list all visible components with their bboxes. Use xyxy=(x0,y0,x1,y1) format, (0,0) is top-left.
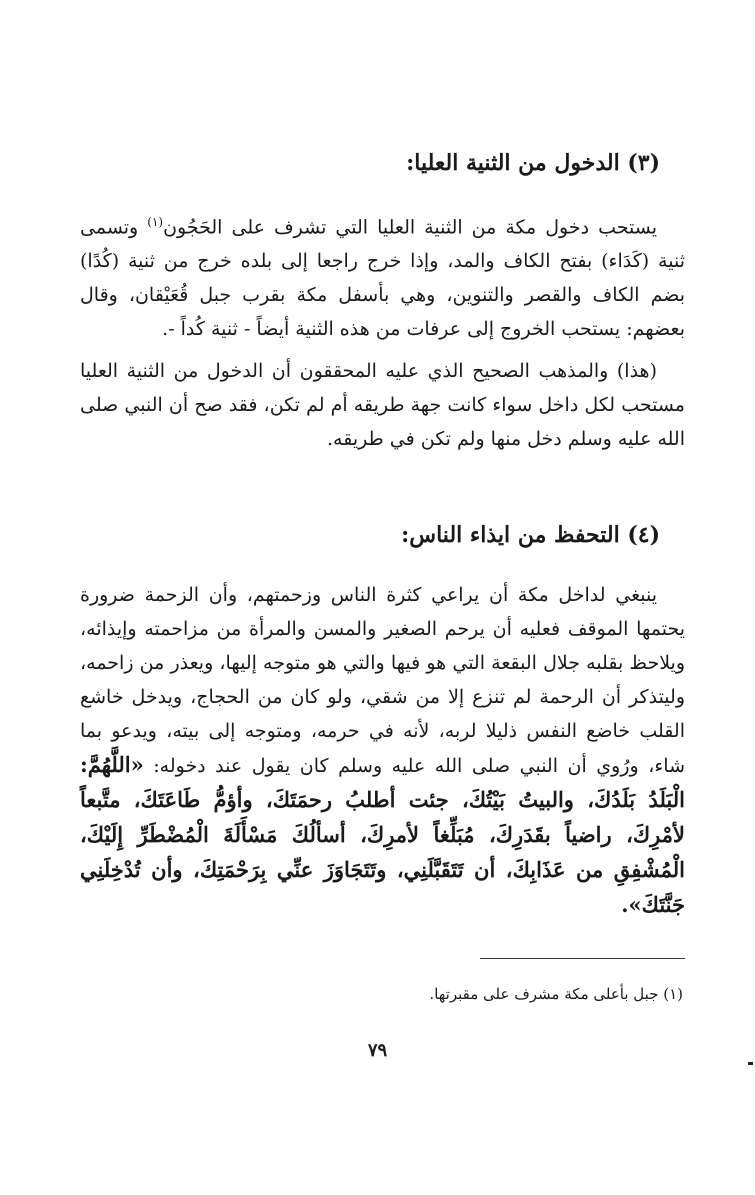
section-3-paragraph-1 xyxy=(80,205,685,346)
section-4-paragraph-1 xyxy=(80,578,685,923)
section-4-body xyxy=(80,578,685,923)
section-3-heading: (٣) الدخول من الثنية العليا: xyxy=(406,150,660,176)
section-3-body xyxy=(80,205,685,456)
paragraph-text: ينبغي لداخل مكة أن يراعي كثرة الناس وزحمتهم، وأن الزحمة ضرورة يحتمها الموقف فعليه أن يرحم الصغير والمسن والمرأة من مزاحمته وإيذائه، ويلاحظ بقلبه جلال البقعة التي هو فيها والتي هو متوجه إليها، ويعذر من زاحمه، وليتذكر أن الرحمة لم تنزع إلا من شقي، ولو كان من الحجاج، ويدخل خاشع القلب خاضع النفس ذليلا لربه، لأنه في حرمه، ومتوجه إلى بيته، ويدعو بما شاء، ورُوي أن النبي صلى الله عليه وسلم كان يقول عند دخوله: xyxy=(80,584,685,777)
prayer-quote: «اللَّهُمَّ: الْبَلَدُ بَلَدُكَ، والبيتُ بَيْتُكَ، جئت أطلبُ رحمَتَكَ، وأؤمُّ طَاعَتَكَ، متَّبعاً لأمْرِكَ، راضياً بقَدَرِكَ، مُبَلِّغاً لأمرِكَ، أسألُكَ مَسْأَلَةَ الْمُضْطَرِّ إِلَيْكَ، الْمُشْفِقِ من عَذَابِكَ، أن تَتَقَبَّلَنِي، وتَتَجَاوَزَ عنِّي بِرَحْمَتِكَ، وأن تُدْخِلَنِي جَنَّتَكَ». xyxy=(80,752,685,917)
footnote: (١) جبل بأعلى مكة مشرف على مقبرتها. xyxy=(429,985,683,1003)
paragraph-text: (هذا) والمذهب الصحيح الذي عليه المحققون أن الدخول من الثنية العليا مستحب لكل داخل سواء كانت جهة طريقه أم لم تكن، فقد صح أن النبي صلى الله عليه وسلم دخل منها ولم تكن في طريقه. xyxy=(80,360,685,451)
section-3-paragraph-2 xyxy=(80,354,685,456)
paragraph-text: يستحب دخول مكة من الثنية العليا التي تشرف على الحَجُون xyxy=(163,216,657,239)
section-4-heading: (٤) التحفظ من ايذاء الناس: xyxy=(401,522,660,548)
footnote-marker: (١) xyxy=(147,215,164,229)
paragraph-text-continued: وتسمى ثنية (كَدَاء) بفتح الكاف والمد، وإذا خرج راجعا إلى بلده خرج من ثنية (كُدًا) بضم الكاف والقصر والتنوين، وهي بأسفل مكة بقرب جبل قُعَيْقان، وقال بعضهم: يستحب الخروج إلى عرفات من هذه الثنية أيضاً - ثنية كُداً -. xyxy=(80,216,685,341)
scan-edge-mark xyxy=(748,1062,753,1065)
footnote-divider xyxy=(480,958,685,959)
page-number: ٧٩ xyxy=(367,1040,388,1061)
